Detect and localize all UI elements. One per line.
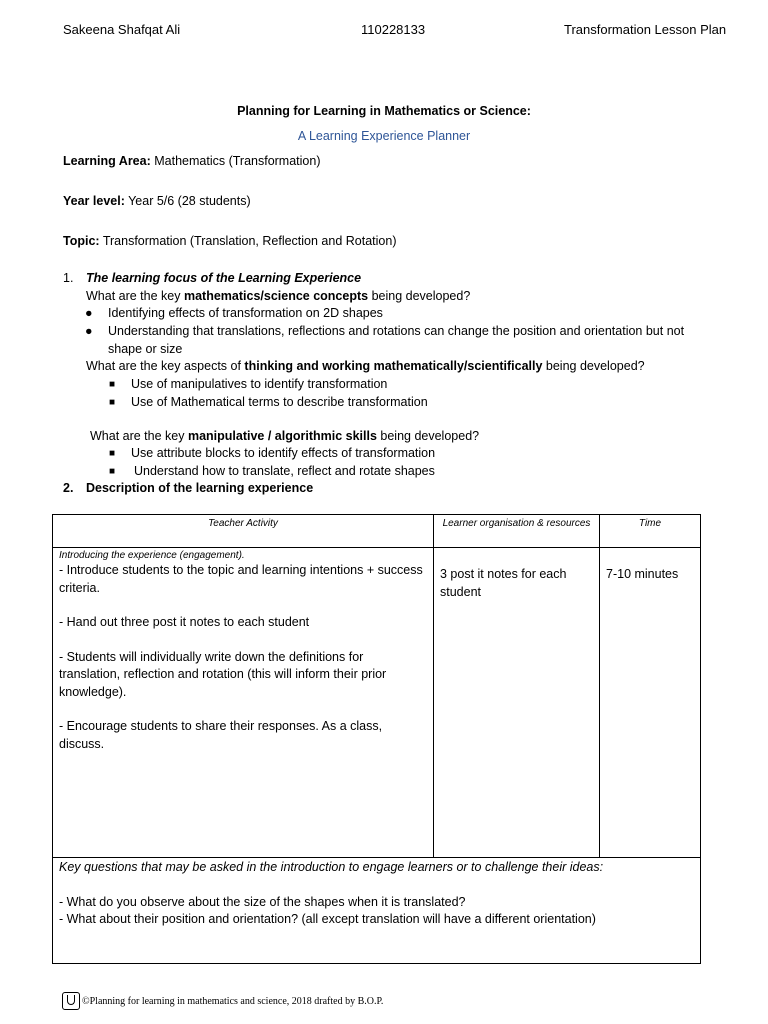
list-item: ● Identifying effects of transformation on 2D shapes: [108, 305, 383, 323]
section1-heading: The learning focus of the Learning Experience: [86, 271, 362, 285]
bullet-icon: ●: [85, 306, 93, 320]
question-concepts: What are the key mathematics/science concepts being developed?: [86, 289, 471, 303]
list-item: ■ Understand how to translate, reflect and rotate shapes: [134, 463, 435, 481]
header-author: Sakeena Shafqat Ali: [63, 22, 181, 37]
header-learner-organisation: Learner organisation & resources: [434, 515, 600, 548]
question-skills: What are the key manipulative / algorithmic skills being developed?: [90, 429, 480, 443]
time-cell: [600, 548, 701, 858]
key-questions-row: [53, 858, 701, 964]
list-item-continued: shape or size: [108, 342, 183, 356]
page-title: Planning for Learning in Mathematics or Science:: [237, 104, 531, 118]
list-item: ■ Use of Mathematical terms to describe transformation: [131, 394, 428, 412]
key-question: - What about their position and orientation? (all except translation will have a different orientation): [59, 912, 596, 926]
bullet-icon: ●: [85, 324, 93, 338]
key-question: - What do you observe about the size of the shapes when it is translated?: [59, 894, 466, 909]
footer: [62, 992, 383, 1010]
key-questions-label: Key questions that may be asked in the introduction to engage learners or to challenge their ideas:: [59, 860, 604, 874]
square-bullet-icon: ■: [109, 379, 116, 390]
question-thinking: What are the key aspects of thinking and working mathematically/scientifically being developed?: [86, 359, 645, 373]
list-item: ■ Use attribute blocks to identify effects of transformation: [131, 445, 435, 463]
table-row: [53, 548, 701, 858]
header-student-id: 110228133: [361, 22, 426, 37]
list-item: ■ Use of manipulatives to identify transformation: [131, 376, 387, 394]
list-item: ● Understanding that translations, reflections and rotations can change the position and orientation but not: [108, 323, 684, 341]
section2-number: 2.: [63, 481, 74, 495]
key-questions-cell: [53, 858, 701, 964]
topic: Topic: Transformation (Translation, Reflection and Rotation): [63, 234, 397, 248]
section2-heading: Description of the learning experience: [86, 481, 314, 495]
teacher-paragraph: - Introduce students to the topic and learning intentions + success criteria.: [59, 563, 423, 595]
intro-label: Introducing the experience (engagement).: [59, 550, 245, 561]
year-level: Year level: Year 5/6 (28 students): [63, 194, 251, 208]
square-bullet-icon: ■: [109, 448, 116, 459]
teacher-activity-cell: [53, 548, 434, 858]
teacher-paragraph: - Encourage students to share their responses. As a class, discuss.: [59, 719, 383, 751]
square-bullet-icon: ■: [109, 397, 116, 408]
time-text: 7-10 minutes: [606, 567, 679, 581]
square-bullet-icon: ■: [109, 466, 116, 477]
header-time: Time: [600, 515, 701, 548]
bop-logo-icon: [62, 992, 80, 1010]
resources-text: 3 post it notes for each student: [440, 567, 567, 599]
table-header-row: [53, 515, 701, 548]
header-teacher-activity: Teacher Activity: [53, 515, 434, 548]
resources-cell: [434, 548, 600, 858]
page-subtitle: A Learning Experience Planner: [297, 129, 471, 143]
teacher-paragraph: - Students will individually write down the definitions for translation, reflection and rotation (this will inform their prior knowledge).: [59, 649, 387, 699]
learning-area: Learning Area: Mathematics (Transformation): [63, 154, 321, 168]
section1-number: 1.: [63, 271, 74, 285]
learning-experience-table: [52, 514, 701, 964]
teacher-paragraph: - Hand out three post it notes to each student: [59, 615, 310, 629]
header-doc-title: Transformation Lesson Plan: [564, 22, 727, 37]
footer-text: ©Planning for learning in mathematics and science, 2018 drafted by B.O.P.: [82, 995, 384, 1007]
